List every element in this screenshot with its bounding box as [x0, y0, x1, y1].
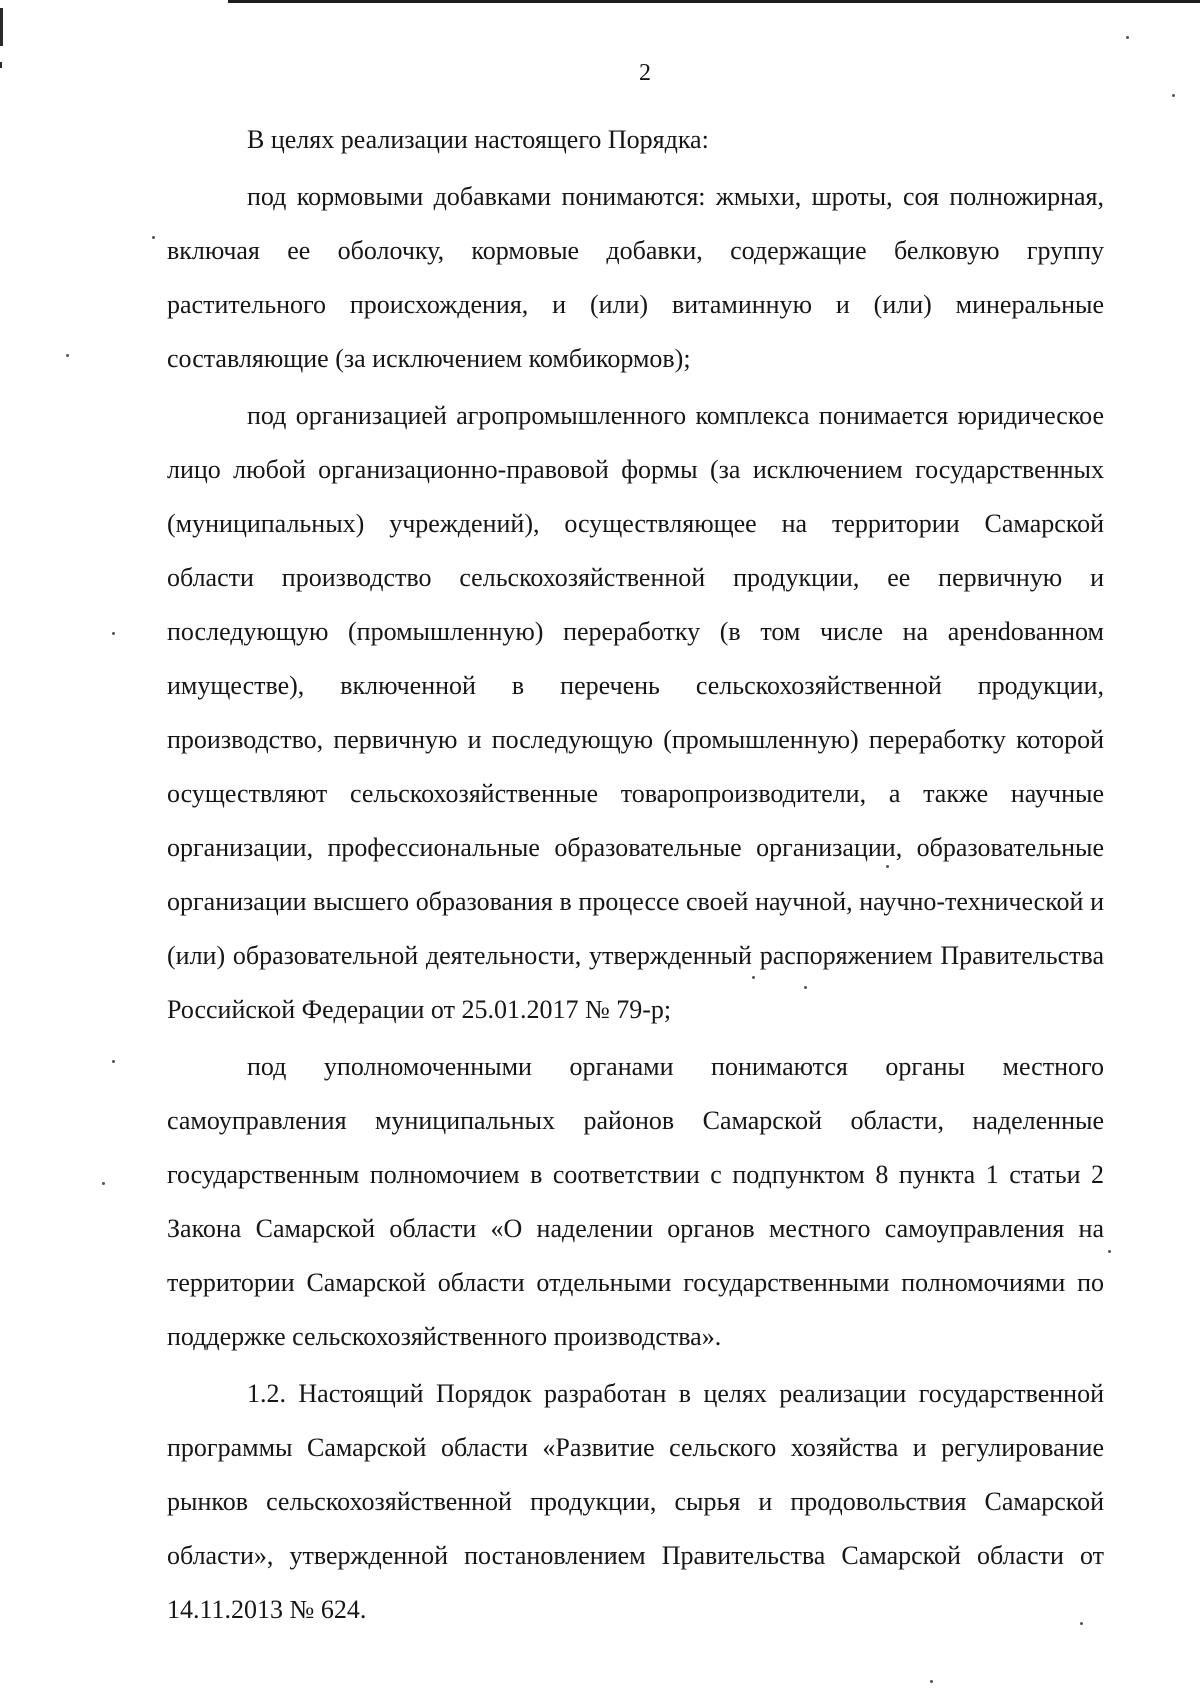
page-number: 2: [639, 60, 651, 86]
scan-speck: [152, 236, 155, 239]
document-body: [167, 113, 1104, 1637]
paragraph-section-1-2: 1.2. Настоящий Порядок разработан в целях реализации государственной программы Самарской области «Развитие сельского хозяйства и регулирование рынков сельскохозяйственной продукции, сырья и продовольствия Самарской области», утвержденной постановлением Правительства Самарской области от 14.11.2013 № 624.: [167, 1379, 1104, 1624]
scan-speck: [1108, 1250, 1111, 1253]
paragraph-authorized-bodies-definition: под уполномоченными органами понимаются органы местного самоуправления муниципальных районов Самарской области, наделенные государственным полномочием в соответствии с подпунктом 8 пункта 1 статьи 2 Закона Самарской области «О наделении органов местного самоуправления на территории Самарской области отдельными государственными полномочиями по поддержке сельскохозяйственного производства».: [167, 1052, 1104, 1351]
scan-speck: [1126, 36, 1129, 39]
paragraph-feed-additives-definition: под кормовыми добавками понимаются: жмыхи, шроты, соя полножирная, включая ее оболочку, кормовые добавки, содержащие белковую группу растительного происхождения, и (или) витаминную и (или) минеральные составляющие (за исключением комбикормов);: [167, 182, 1104, 373]
paragraph-agro-organization-definition: под организацией агропромышленного комплекса понимается юридическое лицо любой организационно-правовой формы (за исключением государственных (муниципальных) учреждений), осуществляющее на территории Самарской области производство сельскохозяйственной продукции, ее первичную и последующую (промышленную) переработку (в том числе на аренdованном имуществе), включенной в перечень сельскохозяйственной продукции, производство, первичную и последующую (промышленную) переработку которой осуществляют сельскохозяйственные товаропроизводители, а также научные организации, профессиональные образовательные организации, образовательные организации высшего образования в процессе своей научной, научно-технической и (или) образовательной деятельности, утвержденный распоряжением Правительства Российской Федерации от 25.01.2017 № 79-р;: [167, 401, 1104, 1024]
scan-speck: [66, 354, 69, 357]
scan-speck: [930, 1680, 933, 1683]
scan-top-edge: [228, 0, 1200, 3]
scan-left-mark: [0, 8, 3, 46]
scan-speck: [112, 1060, 115, 1063]
scan-speck: [112, 632, 115, 635]
scan-speck: [102, 1182, 105, 1185]
paragraph-intro: В целях реализации настоящего Порядка:: [247, 125, 709, 154]
scan-speck: [1172, 94, 1175, 97]
